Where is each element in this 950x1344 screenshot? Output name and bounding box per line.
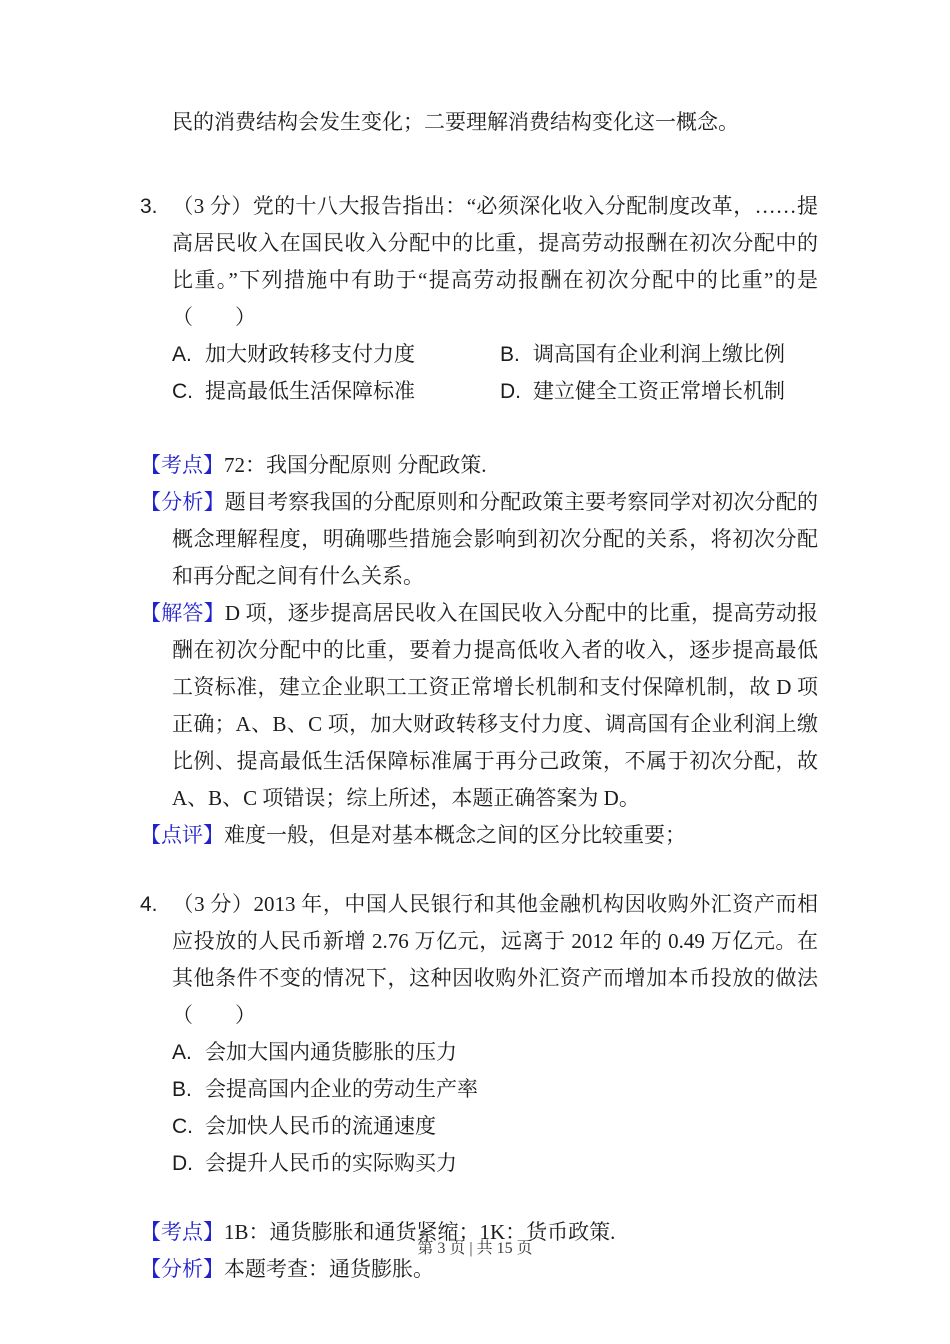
question-3-options xyxy=(172,336,818,410)
option-c-text: 会加快人民币的流通速度 xyxy=(205,1114,436,1138)
question-3-stem xyxy=(140,188,818,336)
question-3 xyxy=(140,188,818,410)
fenxi-text: 本题考查：通货膨胀。 xyxy=(224,1257,434,1281)
option-a-text: 会加大国内通货膨胀的压力 xyxy=(205,1040,457,1064)
document-body xyxy=(140,0,818,1288)
question-3-note-kaodian xyxy=(140,447,818,484)
jieda-text: D 项，逐步提高居民收入在国民收入分配中的比重，提高劳动报酬在初次分配中的比重，要着力提高低收入者的收入，逐步提高最低工资标准，建立企业职工工资正常增长机制和支付保障机制，故 D 项正确；A、B、C 项，加大财政转移支付力度、调高国有企业利润上缴比例、提高最低生活保障标准属于再分己政策，不属于初次分配，故 A、B、C 项错误；综上所述，本题正确答案为 D。 xyxy=(172,601,819,810)
question-4-option-a xyxy=(172,1034,818,1071)
jieda-tag: 【解答】 xyxy=(140,601,225,625)
question-3-option-c xyxy=(172,373,500,410)
option-d-label: D. xyxy=(172,1152,193,1175)
kaodian-tag: 【考点】 xyxy=(140,453,224,477)
question-4-option-b xyxy=(172,1071,818,1108)
question-4-number: 4. xyxy=(140,893,158,916)
option-b-label: B. xyxy=(172,1078,192,1101)
option-b-text: 会提高国内企业的劳动生产率 xyxy=(205,1077,478,1101)
kaodian-text: 1B：通货膨胀和通货紧缩；1K：货币政策. xyxy=(224,1220,616,1244)
question-4-option-c xyxy=(172,1108,818,1145)
fenxi-tag: 【分析】 xyxy=(140,490,225,514)
kaodian-text: 72：我国分配原则 分配政策. xyxy=(224,453,487,477)
option-b-text: 调高国有企业利润上缴比例 xyxy=(533,342,785,366)
option-d-text: 建立健全工资正常增长机制 xyxy=(533,379,785,403)
option-a-label: A. xyxy=(172,343,192,366)
question-3-notes xyxy=(140,447,818,854)
question-3-number: 3. xyxy=(140,195,158,218)
kaodian-tag: 【考点】 xyxy=(140,1220,224,1244)
question-3-note-fenxi xyxy=(140,484,819,595)
option-d-text: 会提升人民币的实际购买力 xyxy=(205,1151,457,1175)
option-b-label: B. xyxy=(500,343,520,366)
question-4-stem xyxy=(140,886,818,1034)
option-c-text: 提高最低生活保障标准 xyxy=(205,379,415,403)
option-a-text: 加大财政转移支付力度 xyxy=(205,342,415,366)
question-4-stem-text: （3 分）2013 年，中国人民银行和其他金融机构因收购外汇资产而相应投放的人民币新增 2.76 万亿元，远离于 2012 年的 0.49 万亿元。在其他条件不变的情况下，这种因收购外汇资产而增加本币投放的做法（ ） xyxy=(172,892,818,1027)
dianping-tag: 【点评】 xyxy=(140,823,224,847)
previous-answer-continuation-text: 民的消费结构会发生变化；二要理解消费结构变化这一概念。 xyxy=(172,110,739,134)
option-d-label: D. xyxy=(500,380,521,403)
page-footer: 第 3 页 | 共 15 页 xyxy=(417,1240,533,1257)
fenxi-tag: 【分析】 xyxy=(140,1257,224,1281)
question-4-options xyxy=(172,1034,818,1182)
question-3-note-jieda xyxy=(140,595,819,817)
option-c-label: C. xyxy=(172,1115,193,1138)
question-3-option-b xyxy=(500,336,818,373)
question-3-option-d xyxy=(500,373,818,410)
fenxi-text: 题目考察我国的分配原则和分配政策主要考察同学对初次分配的概念理解程度，明确哪些措施会影响到初次分配的关系，将初次分配和再分配之间有什么关系。 xyxy=(172,490,819,588)
question-3-note-dianping xyxy=(140,817,818,854)
question-4 xyxy=(140,886,818,1182)
dianping-text: 难度一般，但是对基本概念之间的区分比较重要； xyxy=(224,823,686,847)
option-c-label: C. xyxy=(172,380,193,403)
question-3-option-a xyxy=(172,336,500,373)
option-a-label: A. xyxy=(172,1041,192,1064)
question-3-stem-text: （3 分）党的十八大报告指出：“必须深化收入分配制度改革，……提高居民收入在国民收入分配中的比重，提高劳动报酬在初次分配中的比重。”下列措施中有助于“提高劳动报酬在初次分配中的比重”的是（ ） xyxy=(172,194,818,329)
question-4-option-d xyxy=(172,1145,818,1182)
